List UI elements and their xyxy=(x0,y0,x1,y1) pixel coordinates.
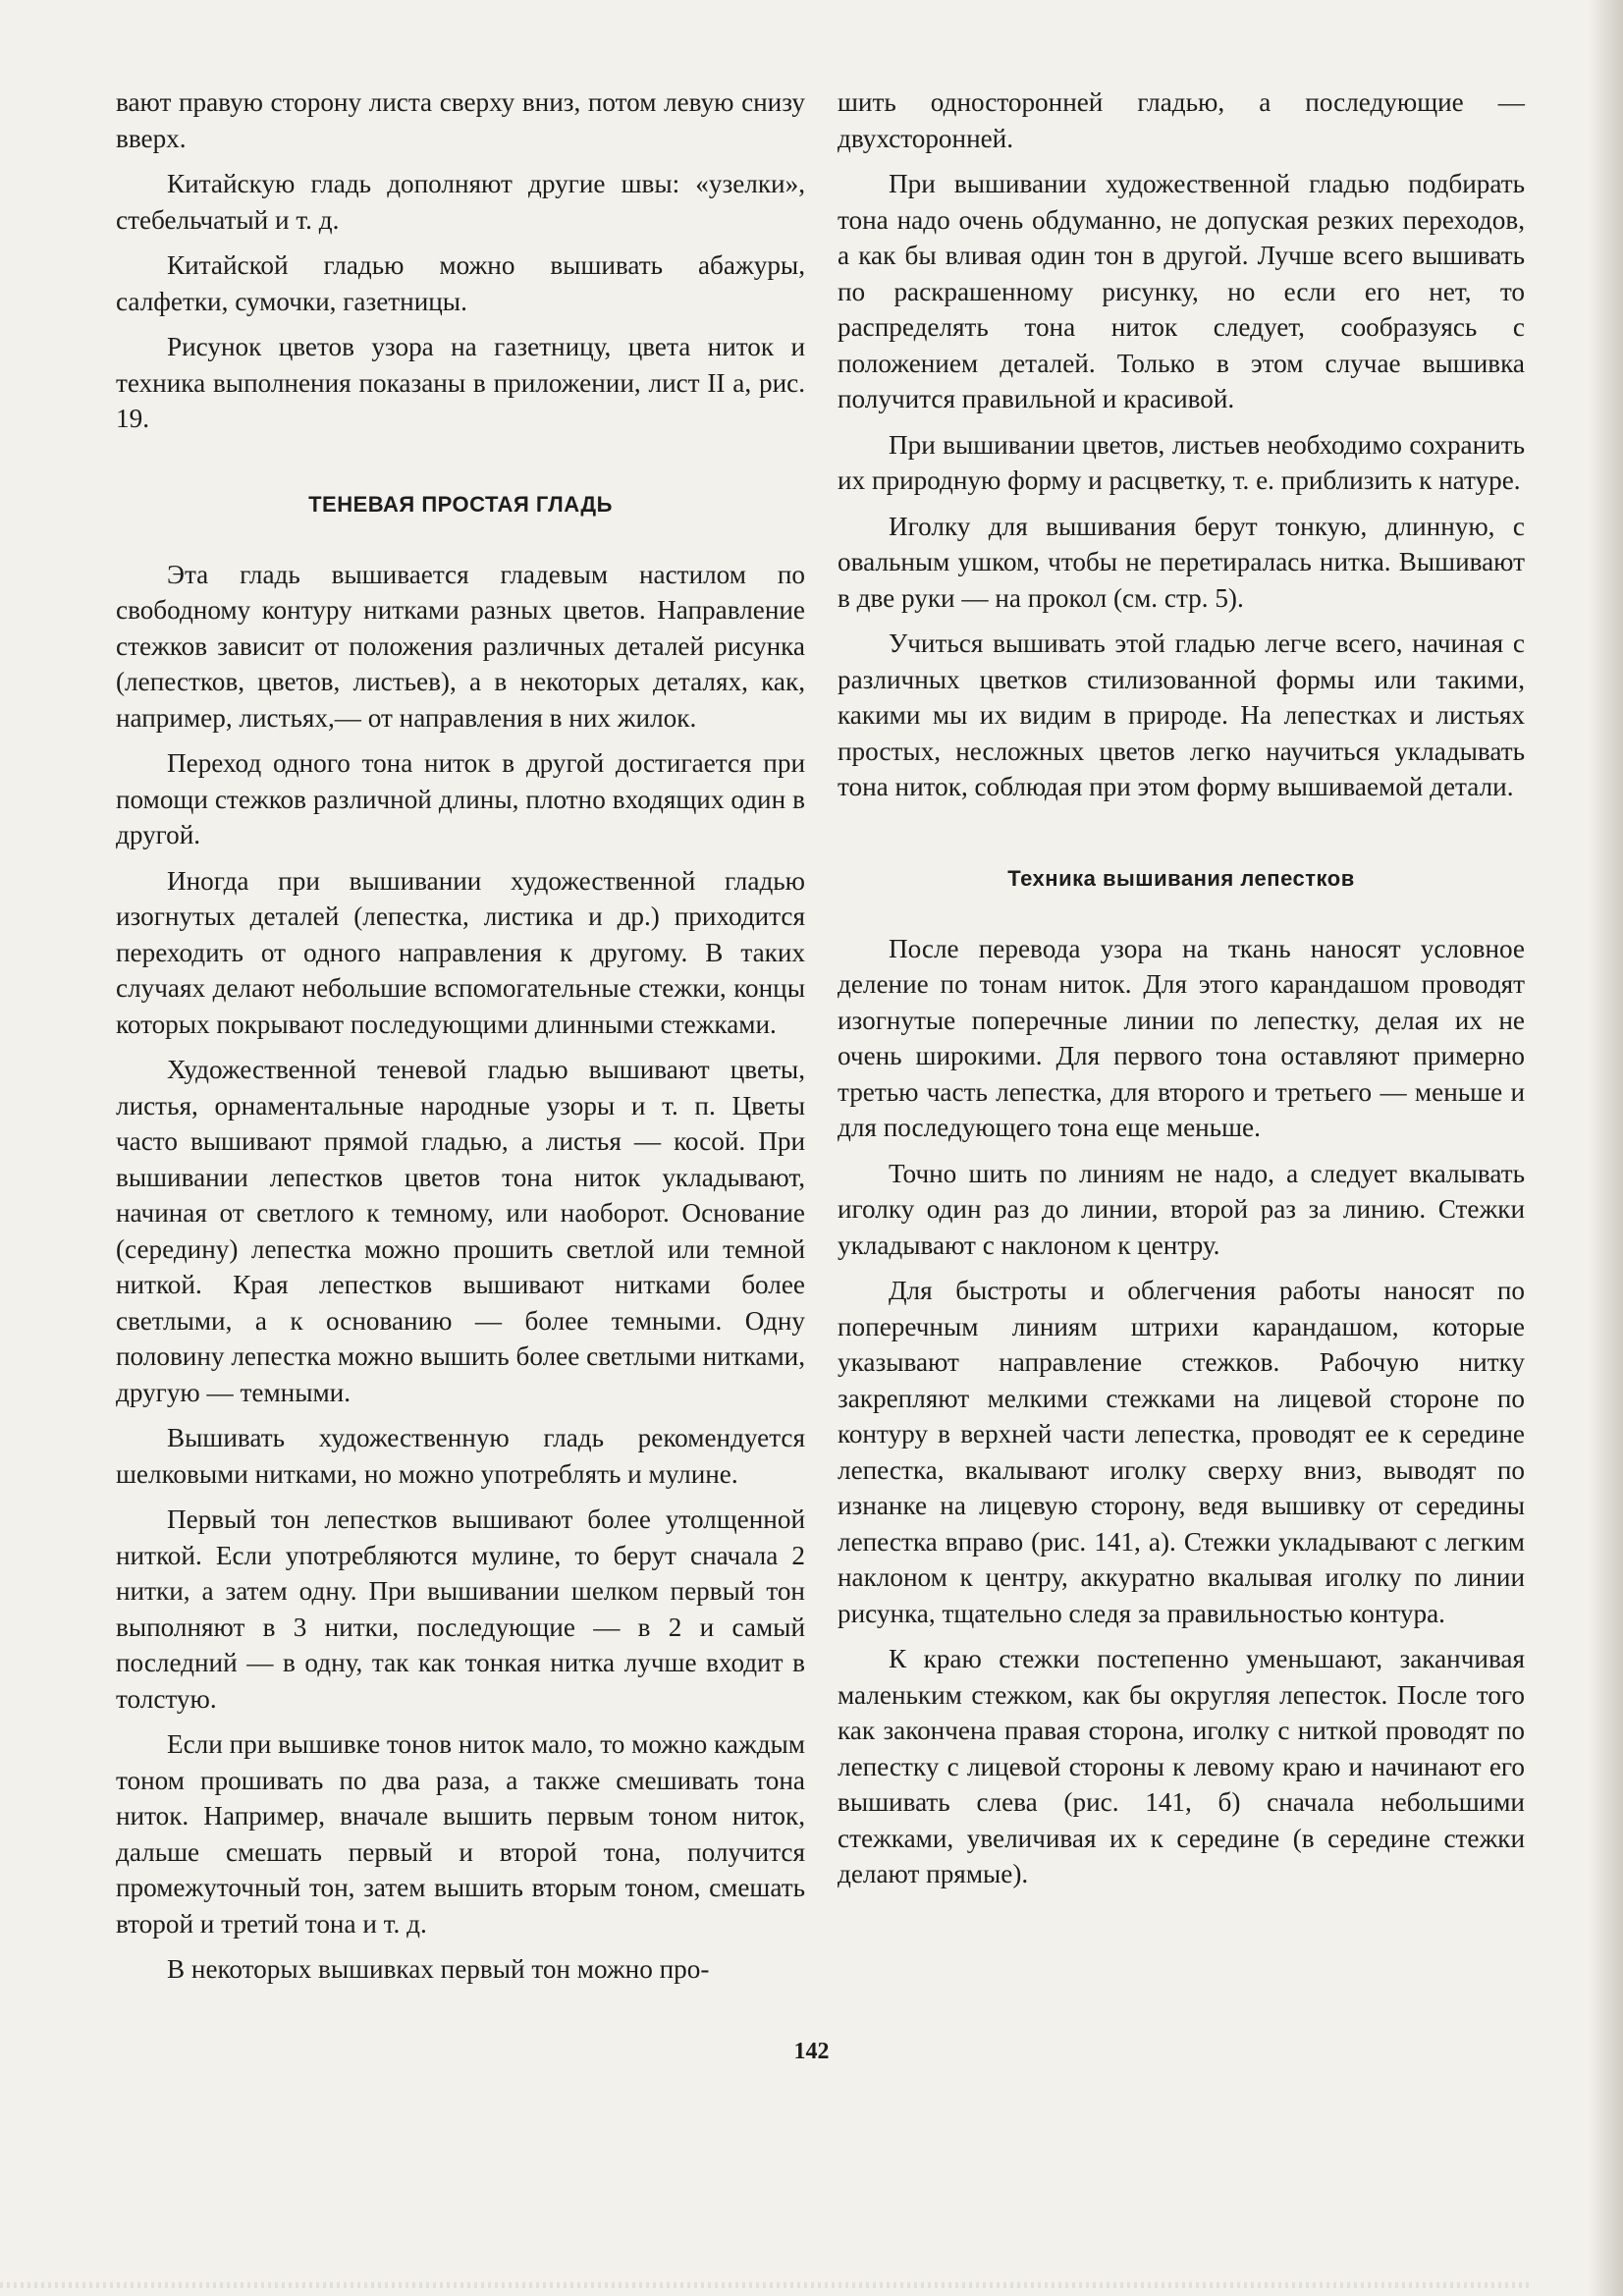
left-paragraph-2: Китайскую гладь дополняют другие швы: «узелки», стебельчатый и т. д. xyxy=(116,169,805,235)
left-paragraph-6: Переход одного тона ниток в другой достигается при помощи стежков различной длины, плотно входящих один в другой. xyxy=(116,748,805,849)
left-paragraph-11: Если при вышивке тонов ниток мало, то можно каждым тоном прошивать по два раза, а также смешивать тона ниток. Например, вначале вышить первым тоном ниток, дальше смешать первый и второй тона, получится промежуточный тон, затем вышить вторым тоном, смешать второй и третий тона и т. д. xyxy=(116,1729,805,1939)
right-paragraph-9: К краю стежки постепенно уменьшают, заканчивая маленьким стежком, как бы округляя лепесток. После того как закончена правая сторона, иголку с ниткой проводят по лепестку с лицевой стороны к левому краю и начинают его вышивать слева (рис. 141, б) сначала небольшими стежками, увеличивая их к середине (в середине стежки делают прямые). xyxy=(838,1644,1525,1888)
right-paragraph-1: шить односторонней гладью, а последующие — двухсторонней. xyxy=(838,87,1525,153)
left-paragraph-3: Китайской гладью можно вышивать абажуры, салфетки, сумочки, газетницы. xyxy=(116,250,805,316)
right-paragraph-6: После перевода узора на ткань наносят условное деление по тонам ниток. Для этого карандашом проводят изогнутые поперечные линии по лепестку, делая их не очень широкими. Для первого тона оставляют примерно третью часть лепестка, для второго и третьего — меньше и для последующего тона еще меньше. xyxy=(838,933,1525,1142)
scan-page-edge xyxy=(1588,0,1623,2296)
left-paragraph-5: Эта гладь вышивается гладевым настилом по свободному контуру нитками разных цветов. Направление стежков зависит от положения различных деталей рисунка (лепестков, цветов, листьев), а в некоторых деталях, как, например, листьях,— от направления в них жилок. xyxy=(116,559,805,733)
right-paragraph-2: При вышивании художественной гладью подбирать тона надо очень обдуманно, не допуская резких переходов, а как бы вливая один тон в другой. Лучше всего вышивать по раскрашенному рисунку, но если его нет, то распределять тона ниток следует, сообразуясь с положением деталей. Только в этом случае вышивка получится правильной и красивой. xyxy=(838,169,1525,413)
section-heading-petal-technique: Техника вышивания лепестков xyxy=(1007,865,1355,891)
right-paragraph-5: Учиться вышивать этой гладью легче всего, начиная с различных цветков стилизованной формы или такими, какими мы их видим в природе. На лепестках и листьях простых, несложных цветов легко научиться укладывать тона ниток, соблюдая при этом форму вышиваемой детали. xyxy=(838,629,1525,801)
left-column xyxy=(116,84,805,1988)
left-paragraph-4: Рисунок цветов узора на газетницу, цвета ниток и техника выполнения показаны в приложении, лист II а, рис. 19. xyxy=(116,332,805,433)
right-column xyxy=(838,84,1525,1892)
scan-artifact-band xyxy=(0,2282,1532,2288)
left-paragraph-10: Первый тон лепестков вышивают более утолщенной ниткой. Если употребляются мулине, то берут сначала 2 нитки, а затем одну. При вышивании шелком первый тон выполняют в 3 нитки, последующие — в 2 и самый последний — в одну, так как тонкая нитка лучше входит в толстую. xyxy=(116,1504,805,1714)
right-paragraph-7: Точно шить по линиям не надо, а следует вкалывать иголку один раз до линии, второй раз за линию. Стежки укладывают с наклоном к центру. xyxy=(838,1158,1525,1260)
left-paragraph-7: Иногда при вышивании художественной гладью изогнутых деталей (лепестка, листика и др.) приходится переходить от одного направления к другому. В таких случаях делают небольшие вспомогательные стежки, концы которых покрывают последующими длинными стежками. xyxy=(116,865,805,1039)
section-heading-shadow-satin: ТЕНЕВАЯ ПРОСТАЯ ГЛАДЬ xyxy=(308,491,613,517)
right-paragraph-3: При вышивании цветов, листьев необходимо сохранить их природную форму и расцветку, т. е. приблизить к натуре. xyxy=(838,429,1525,495)
left-paragraph-9: Вышивать художественную гладь рекомендуется шелковыми нитками, но можно употреблять и мулине. xyxy=(116,1423,805,1489)
left-paragraph-8: Художественной теневой гладью вышивают цветы, листья, орнаментальные народные узоры и т. п. Цветы часто вышивают прямой гладью, а листья — косой. При вышивании лепестков цветов тона ниток укладывают, начиная от светлого к темному, или наоборот. Основание (середину) лепестка можно прошить светлой или темной ниткой. Края лепестков вышивают нитками более светлыми, а к основанию — более темными. Одну половину лепестка можно вышить более светлыми нитками, другую — темными. xyxy=(116,1055,805,1407)
right-paragraph-4: Иголку для вышивания берут тонкую, длинную, с овальным ушком, чтобы не перетиралась нитка. Вышивают в две руки — на прокол (см. стр. 5). xyxy=(838,511,1525,613)
right-paragraph-8: Для быстроты и облегчения работы наносят по поперечным линиям штрихи карандашом, которые указывают направление стежков. Рабочую нитку закрепляют мелкими стежками на лицевой стороне по контуру в верхней части лепестка, проводят ее к середине лепестка, вкалывают иголку сверху вниз, выводят по изнанке на лицевую сторону, ведя вышивку от середины лепестка вправо (рис. 141, а). Стежки укладывают с легким наклоном к центру, аккуратно вкалывая иголку по линии рисунка, тщательно следя за правильностью контура. xyxy=(838,1276,1525,1628)
left-paragraph-12: В некоторых вышивках первый тон можно про- xyxy=(167,1954,710,1984)
page-number: 142 xyxy=(793,2039,830,2064)
left-paragraph-1: вают правую сторону листа сверху вниз, потом левую снизу вверх. xyxy=(116,87,805,153)
